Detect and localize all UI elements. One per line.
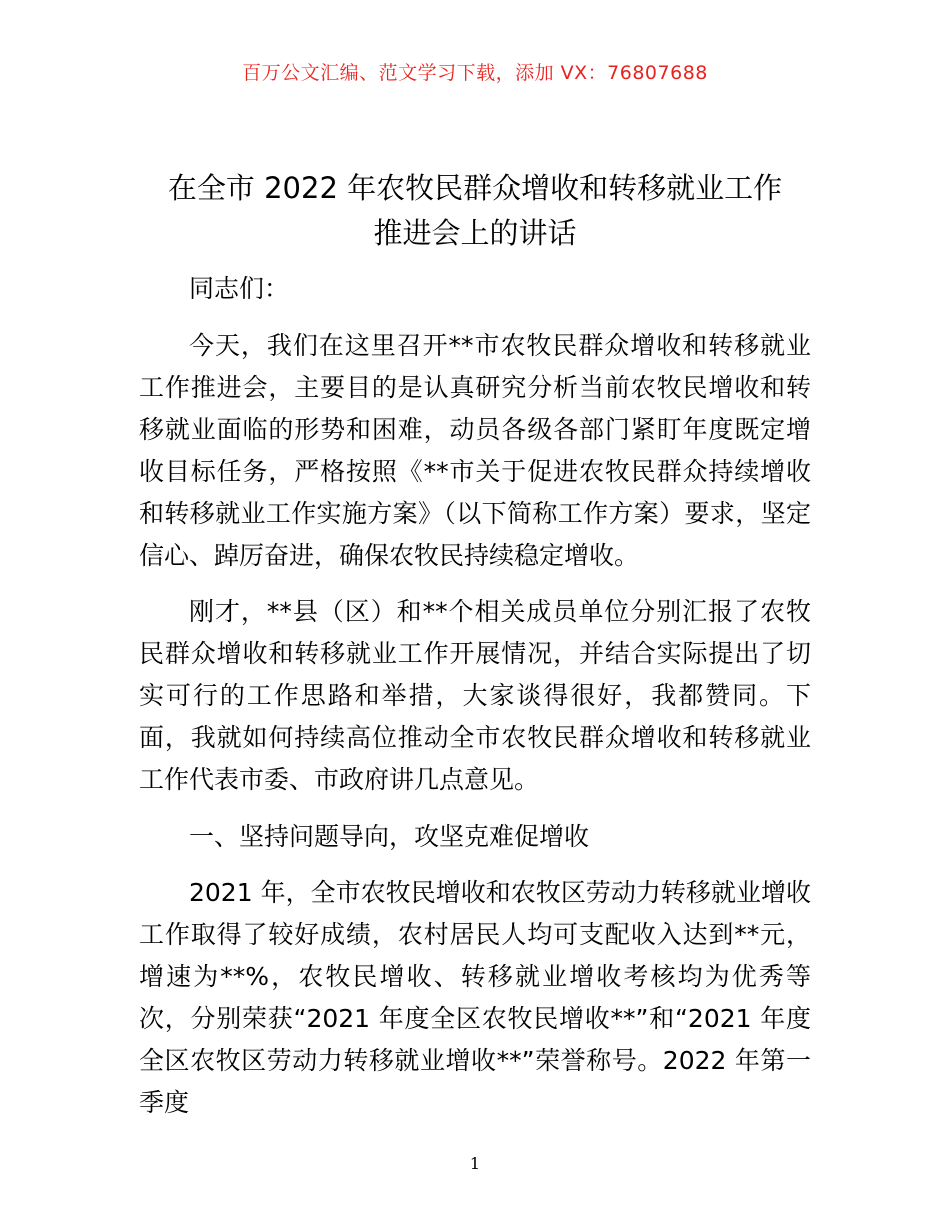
paragraph-reports: 刚才，**县（区）和**个相关成员单位分别汇报了农牧民群众增收和转移就业工作开展情况，并结合实际提出了切实可行的工作思路和举措，大家谈得很好，我都赞同。下面，我就如何持续高位推动全市农牧民群众增收和转移就业工作代表市委、市政府讲几点意见。 bbox=[139, 597, 811, 794]
paragraph-section-one: 2021 年，全市农牧民增收和农牧区劳动力转移就业增收工作取得了较好成绩，农村居民人均可支配收入达到**元，增速为**%，农牧民增收、转移就业增收考核均为优秀等次，分别荣获“2021 年度全区农牧民增收**”和“2021 年度全区农牧区劳动力转移就业增收**”荣誉称号。2022 年第一季度 bbox=[139, 878, 811, 1117]
section-heading: 一、坚持问题导向，攻坚克难促增收 bbox=[189, 821, 590, 851]
title-line-1: 在全市 2022 年农牧民群众增收和转移就业工作 bbox=[167, 171, 783, 205]
header-banner: 百万公文汇编、范文学习下载，添加 VX：76807688 bbox=[242, 62, 708, 84]
salutation: 同志们： bbox=[189, 274, 290, 303]
document-title bbox=[100, 166, 850, 256]
paragraph-opening: 今天，我们在这里召开**市农牧民群众增收和转移就业工作推进会，主要目的是认真研究分析当前农牧民增收和转移就业面临的形势和困难，动员各级各部门紧盯年度既定增收目标任务，严格按照《**市关于促进农牧民群众持续增收和转移就业工作实施方案》（以下简称工作方案）要求，坚定信心、踔厉奋进，确保农牧民持续稳定增收。 bbox=[139, 330, 811, 570]
page-number: 1 bbox=[469, 1154, 481, 1173]
document-body bbox=[139, 268, 811, 1139]
title-line-2: 推进会上的讲话 bbox=[373, 216, 577, 250]
